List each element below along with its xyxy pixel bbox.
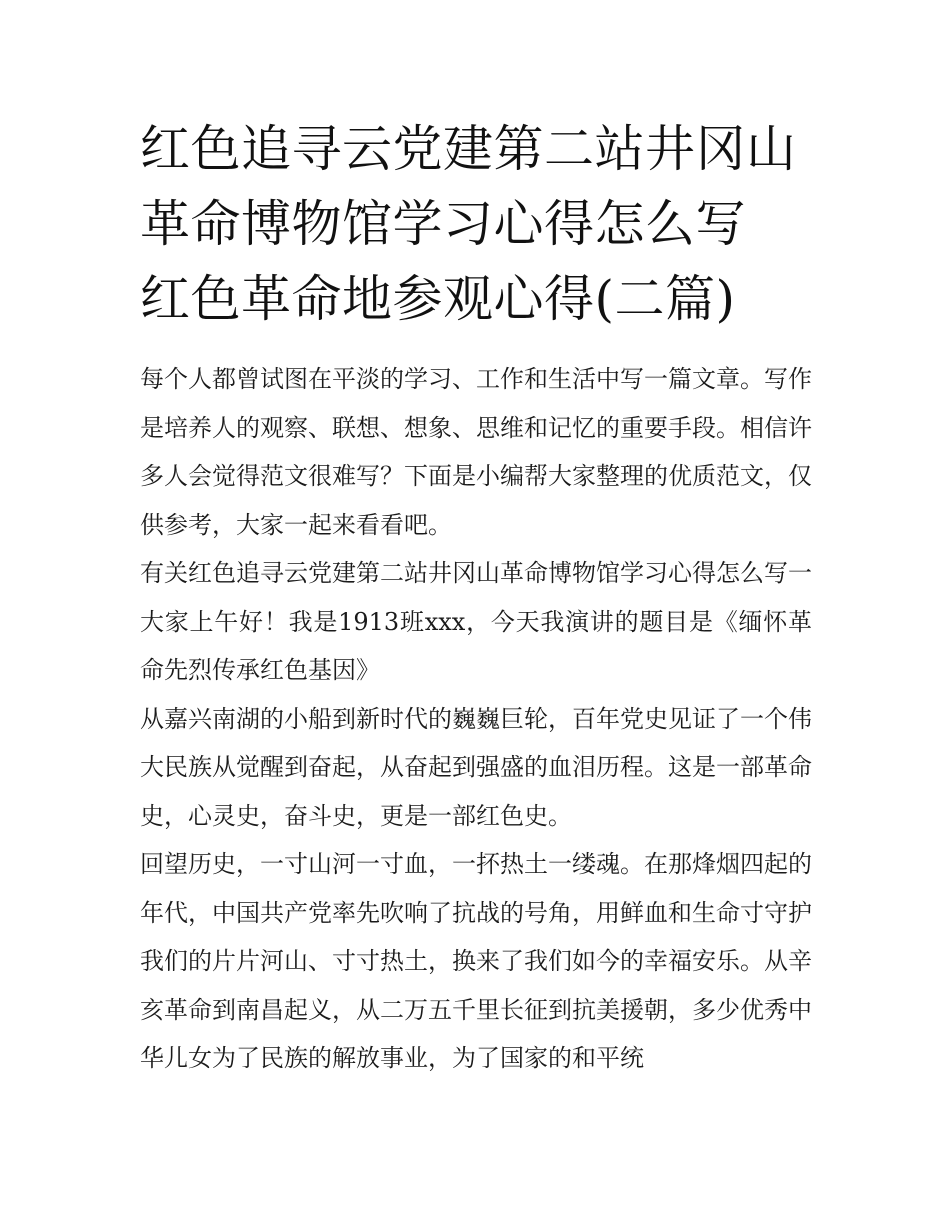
paragraph-speech-opening: 有关红色追寻云党建第二站井冈山革命博物馆学习心得怎么写一 大家上午好！我是1913班xxx，今天我演讲的题目是《缅怀革命先烈传承红色基因》 [140, 559, 812, 684]
document-title: 红色追寻云党建第二站井冈山革命博物馆学习心得怎么写 红色革命地参观心得(二篇) [140, 120, 797, 328]
document-body [140, 355, 812, 1083]
paragraph-intro: 每个人都曾试图在平淡的学习、工作和生活中写一篇文章。写作是培养人的观察、联想、想象、思维和记忆的重要手段。相信许多人会觉得范文很难写？下面是小编帮大家整理的优质范文，仅供参考，大家一起来看看吧。 [140, 365, 812, 539]
paragraph-party-history: 从嘉兴南湖的小船到新时代的巍巍巨轮，百年党史见证了一个伟大民族从觉醒到奋起，从奋起到强盛的血泪历程。这是一部革命史，心灵史，奋斗史，更是一部红色史。 [140, 704, 812, 830]
paragraph-review-history: 回望历史，一寸山河一寸血，一抔热土一缕魂。在那烽烟四起的年代，中国共产党率先吹响了抗战的号角，用鲜血和生命寸守护我们的片片河山、寸寸热土，换来了我们如今的幸福安乐。从辛亥革命到南昌起义，从二万五千里长征到抗美援朝，多少优秀中华儿女为了民族的解放事业，为了国家的和平统 [140, 850, 812, 1072]
